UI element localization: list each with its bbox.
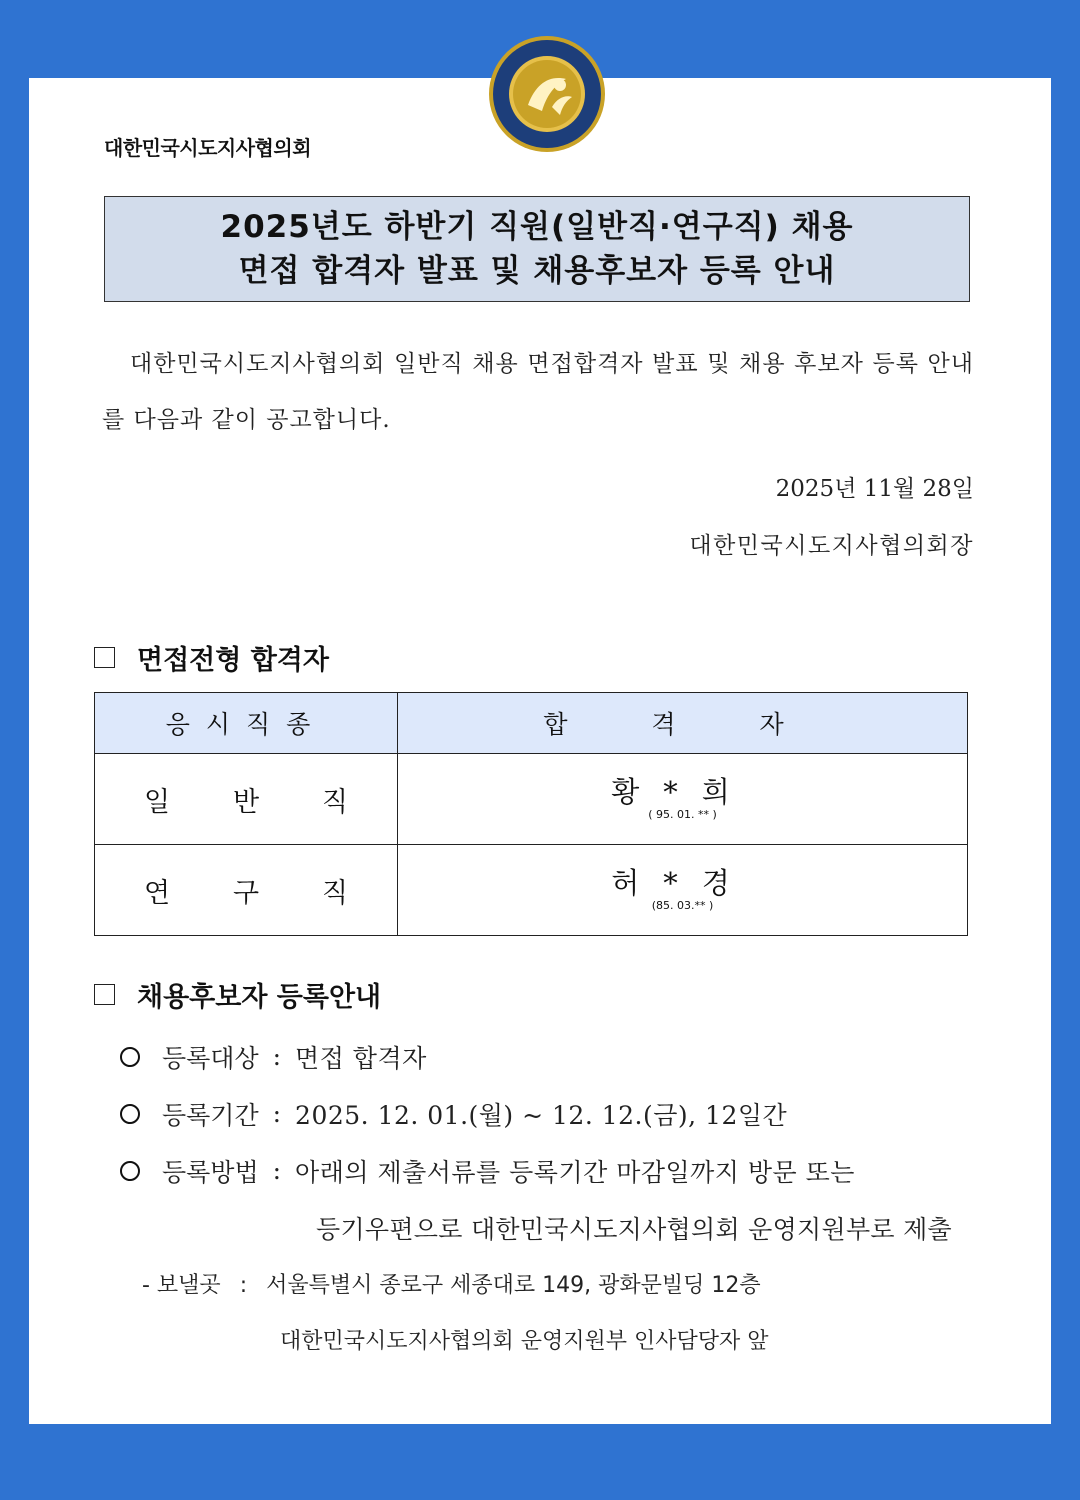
address-line-2: 대한민국시도지사협의회 운영지원부 인사담당자 앞: [280, 1329, 769, 1354]
list-item: 등록기간 : 2025. 12. 01.(월) ~ 12. 12.(금), 12일간: [120, 1085, 980, 1142]
title-line-2: 면접 합격자 발표 및 채용후보자 등록 안내: [238, 253, 836, 289]
notice-date: 2025년 11월 28일: [775, 476, 974, 502]
notice-page: [29, 78, 1051, 1424]
association-seal-logo: [488, 35, 606, 153]
send-to-address: - 보낼곳 : 서울특별시 종로구 세종대로 149, 광화문빌딩 12층 대한민국시도지사협의회 운영지원부 인사담당자 앞: [142, 1273, 769, 1354]
passer-cell: [398, 754, 968, 845]
passer-name: 허*경: [611, 866, 754, 900]
passer-name: 황*희: [611, 775, 754, 809]
signer: 대한민국시도지사협의회장: [689, 533, 974, 559]
list-item: 등록방법 : 아래의 제출서류를 등록기간 마감일까지 방문 또는: [120, 1142, 980, 1199]
section-title: 면접전형 합격자: [137, 645, 329, 676]
passer-birth: (85. 03.** ): [651, 899, 714, 912]
title-box: [104, 196, 970, 302]
list-item-continuation: 등기우편으로 대한민국시도지사협의회 운영지원부로 제출: [316, 1214, 952, 1244]
address-line-1: 서울특별시 종로구 세종대로 149, 광화문빌딩 12층: [266, 1273, 761, 1298]
section-title: 채용후보자 등록안내: [137, 982, 382, 1013]
passers-table: [94, 692, 968, 936]
passer-birth: ( 95. 01. ** ): [648, 808, 717, 821]
job-cell: 일 반 직: [95, 754, 398, 845]
list-item: 등록대상 : 면접 합격자: [120, 1028, 980, 1085]
header-passer: 합 격 자: [398, 693, 968, 754]
header-job-type: 응시직종: [95, 693, 398, 754]
registration-list: [120, 1028, 980, 1256]
square-bullet-icon: [94, 984, 115, 1005]
table-header-row: [95, 693, 968, 754]
org-name: 대한민국시도지사협의회: [104, 136, 312, 160]
title-line-1: 2025년도 하반기 직원(일반직·연구직) 채용: [220, 209, 854, 245]
table-row: [95, 754, 968, 845]
circle-bullet-icon: [120, 1047, 140, 1067]
job-cell: 연 구 직: [95, 845, 398, 936]
circle-bullet-icon: [120, 1161, 140, 1181]
section-interview-passers: [94, 638, 329, 677]
section-candidate-registration: [94, 975, 381, 1014]
intro-paragraph: 대한민국시도지사협의회 일반직 채용 면접합격자 발표 및 채용 후보자 등록 안내를 다음과 같이 공고합니다.: [102, 351, 974, 433]
table-row: [95, 845, 968, 936]
square-bullet-icon: [94, 647, 115, 668]
circle-bullet-icon: [120, 1104, 140, 1124]
passer-cell: [398, 845, 968, 936]
